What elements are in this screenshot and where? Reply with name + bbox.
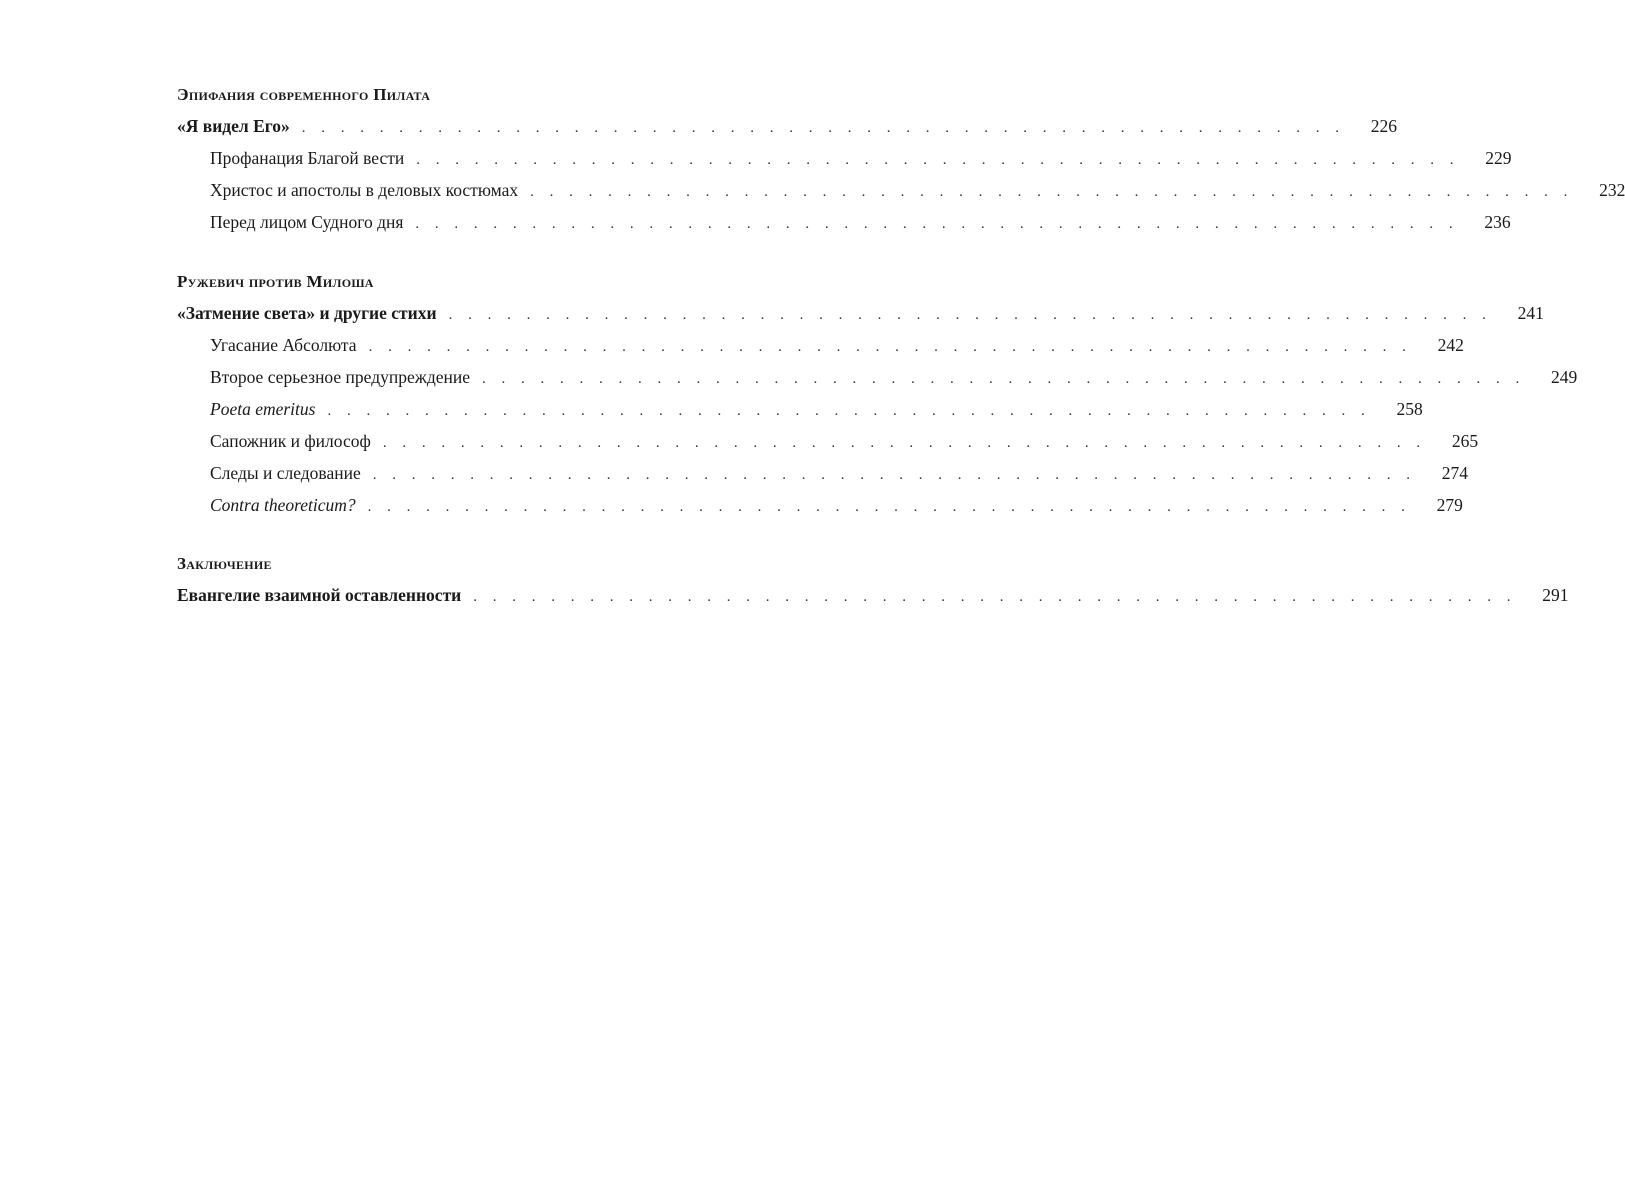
entry-page-number: 274 [1441, 463, 1468, 483]
toc-entry[interactable] [177, 142, 1512, 174]
entry-label: Христос и апостолы в деловых костюмах [210, 180, 519, 200]
leader-dots: . . . . . . . . . . . . . . . . . . . . . . . . . . . . . . . . . . . . . . . . . . . . . . . . . . . . . . [367, 499, 1411, 515]
entry-page-number: 258 [1396, 399, 1423, 419]
entry-label: Перед лицом Судного дня [210, 212, 404, 232]
leader-dots: . . . . . . . . . . . . . . . . . . . . . . . . . . . . . . . . . . . . . . . . . . . . . . . . . . . . . . [327, 403, 1371, 419]
entry-label: Второе серьезное предупреждение [210, 367, 470, 387]
table-of-contents [177, 80, 1625, 611]
toc-part [177, 267, 1578, 521]
entry-page-number: 232 [1599, 180, 1625, 200]
entry-page-number: 229 [1485, 148, 1512, 168]
toc-entry[interactable] [177, 297, 1544, 329]
entry-label: Евангелие взаимной оставленности [177, 585, 462, 605]
entry-page-number: 242 [1437, 335, 1464, 355]
entry-page-number: 241 [1517, 303, 1544, 323]
entry-page-number: 249 [1551, 367, 1578, 387]
leader-dots: . . . . . . . . . . . . . . . . . . . . . . . . . . . . . . . . . . . . . . . . . . . . . . . . . . . . . . [530, 184, 1574, 200]
entry-label: Poeta emeritus [210, 399, 316, 419]
leader-dots: . . . . . . . . . . . . . . . . . . . . . . . . . . . . . . . . . . . . . . . . . . . . . . . . . . . . . . [368, 339, 1412, 355]
entry-label: Contra theoreticum? [210, 495, 356, 515]
entry-label: «Я видел Его» [177, 116, 290, 136]
toc-entry[interactable] [177, 206, 1511, 238]
entry-label: Следы и следование [210, 463, 361, 483]
entry-label: Сапожник и философ [210, 431, 371, 451]
part-title: Заключение [177, 554, 272, 573]
entry-label: Профанация Благой вести [210, 148, 405, 168]
toc-entry[interactable] [177, 110, 1398, 142]
toc-entry[interactable] [177, 425, 1479, 457]
part-title: Ружевич против Милоша [177, 272, 374, 291]
toc-entry[interactable] [177, 393, 1423, 425]
entry-page-number: 291 [1542, 585, 1569, 605]
entry-label: Угасание Абсолюта [210, 335, 357, 355]
leader-dots: . . . . . . . . . . . . . . . . . . . . . . . . . . . . . . . . . . . . . . . . . . . . . . . . . . . . . . [382, 435, 1427, 451]
leader-dots: . . . . . . . . . . . . . . . . . . . . . . . . . . . . . . . . . . . . . . . . . . . . . . . . . . . . . . [415, 216, 1459, 232]
toc-entry[interactable] [177, 457, 1468, 489]
entry-page-number: 265 [1451, 431, 1479, 451]
leader-dots: . . . . . . . . . . . . . . . . . . . . . . . . . . . . . . . . . . . . . . . . . . . . . . . . . . . . . . [416, 152, 1460, 168]
toc-entry[interactable] [177, 174, 1625, 206]
entry-page-number: 236 [1484, 212, 1511, 232]
toc-entry[interactable] [177, 361, 1578, 393]
entry-page-number: 279 [1436, 495, 1463, 515]
toc-part [177, 549, 1569, 611]
leader-dots: . . . . . . . . . . . . . . . . . . . . . . . . . . . . . . . . . . . . . . . . . . . . . . . . . . . . . . [473, 589, 1517, 605]
entry-page-number: 226 [1370, 116, 1398, 136]
leader-dots: . . . . . . . . . . . . . . . . . . . . . . . . . . . . . . . . . . . . . . . . . . . . . . . . . . . . . . [372, 467, 1416, 483]
leader-dots: . . . . . . . . . . . . . . . . . . . . . . . . . . . . . . . . . . . . . . . . . . . . . . . . . . . . . . [482, 371, 1526, 387]
entry-label: «Затмение света» и другие стихи [177, 303, 437, 323]
leader-dots: . . . . . . . . . . . . . . . . . . . . . . . . . . . . . . . . . . . . . . . . . . . . . . . . . . . . . . [301, 120, 1346, 136]
toc-entry[interactable] [177, 489, 1463, 521]
toc-part [177, 80, 1625, 238]
leader-dots: . . . . . . . . . . . . . . . . . . . . . . . . . . . . . . . . . . . . . . . . . . . . . . . . . . . . . . [448, 307, 1492, 323]
part-title: Эпифания современного Пилата [177, 85, 431, 104]
toc-entry[interactable] [177, 579, 1569, 611]
toc-entry[interactable] [177, 329, 1464, 361]
